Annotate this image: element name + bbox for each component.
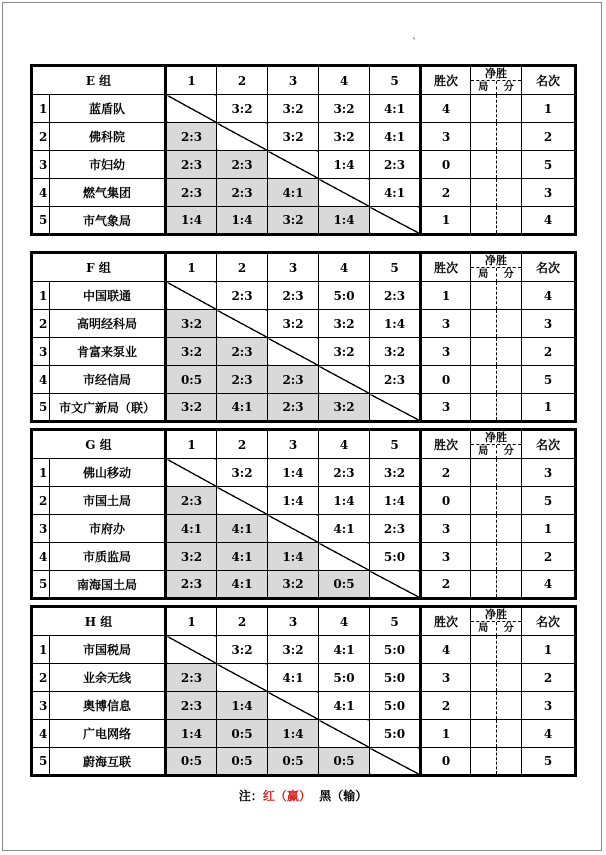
net-games-value: [471, 459, 497, 487]
column-header: 2: [217, 607, 268, 636]
rank-value: 1: [522, 394, 576, 422]
rank-value: 5: [522, 366, 576, 394]
net-games-value: [471, 394, 497, 422]
team-number: 3: [32, 338, 50, 366]
net-games-value: [471, 151, 497, 179]
rank-header: 名次: [522, 66, 576, 95]
score-cell: 2:3: [370, 515, 421, 543]
net-header: [471, 607, 522, 636]
team-number: 2: [32, 487, 50, 515]
wins-value: 3: [421, 310, 471, 338]
group-title: H 组: [32, 607, 166, 636]
table-row: [32, 636, 576, 664]
net-points-value: [497, 692, 522, 720]
wins-value: 3: [421, 394, 471, 422]
rank-value: 4: [522, 282, 576, 310]
team-name: 南海国土局: [50, 571, 166, 599]
table-row: [32, 692, 576, 720]
column-header: 1: [166, 253, 217, 282]
column-header: 1: [166, 66, 217, 95]
column-header: 3: [268, 253, 319, 282]
score-cell: 3:2: [268, 636, 319, 664]
net-points-value: [497, 151, 522, 179]
team-number: 4: [32, 720, 50, 748]
score-cell: 3:2: [217, 459, 268, 487]
table-row: [32, 748, 576, 776]
net-games-value: [471, 366, 497, 394]
net-games-label: 局: [471, 622, 497, 636]
net-games-value: [471, 282, 497, 310]
table-row: [32, 282, 576, 310]
score-cell: 4:1: [217, 543, 268, 571]
table-row: [32, 95, 576, 123]
net-points-value: [497, 515, 522, 543]
net-points-value: [497, 664, 522, 692]
diagonal-cell: [319, 720, 370, 748]
net-label: 净胜: [471, 431, 521, 445]
wins-value: 2: [421, 459, 471, 487]
score-cell: 4:1: [370, 95, 421, 123]
team-number: 3: [32, 515, 50, 543]
score-cell: 2:3: [217, 179, 268, 207]
diagonal-cell: [268, 515, 319, 543]
score-cell: 1:4: [268, 459, 319, 487]
net-games-value: [471, 179, 497, 207]
diagonal-cell: [268, 151, 319, 179]
net-points-label: 分: [503, 82, 514, 93]
diagonal-cell: [268, 692, 319, 720]
net-points-value: [497, 487, 522, 515]
rank-value: 2: [522, 664, 576, 692]
net-points-value: [497, 310, 522, 338]
score-cell: 2:3: [370, 151, 421, 179]
group-table: [30, 428, 577, 600]
score-cell: 2:3: [370, 282, 421, 310]
stray-mark: `: [412, 38, 417, 49]
table-row: [32, 664, 576, 692]
net-games-value: [471, 571, 497, 599]
column-header: 4: [319, 66, 370, 95]
wins-header: 胜次: [421, 66, 471, 95]
diagonal-cell: [166, 95, 217, 123]
score-cell: 3:2: [268, 95, 319, 123]
score-cell: 3:2: [370, 459, 421, 487]
rank-value: 3: [522, 179, 576, 207]
net-games-value: [471, 310, 497, 338]
wins-value: 1: [421, 207, 471, 235]
net-label: 净胜: [471, 67, 521, 81]
team-number: 5: [32, 394, 50, 422]
legend-note: [0, 787, 606, 804]
table-row: [32, 366, 576, 394]
team-number: 5: [32, 748, 50, 776]
score-cell: 1:4: [319, 487, 370, 515]
diagonal-cell: [319, 179, 370, 207]
score-cell: 1:4: [268, 720, 319, 748]
column-header: 3: [268, 66, 319, 95]
score-cell: 4:1: [217, 571, 268, 599]
score-cell: 2:3: [166, 487, 217, 515]
table-row: [32, 515, 576, 543]
score-cell: 3:2: [166, 394, 217, 422]
score-cell: 4:1: [319, 515, 370, 543]
net-label: 净胜: [471, 608, 521, 622]
team-name: 高明经科局: [50, 310, 166, 338]
wins-value: 2: [421, 571, 471, 599]
legend-win: 红（赢）: [262, 789, 311, 803]
diagonal-cell: [370, 207, 421, 235]
net-points-value: [497, 543, 522, 571]
team-number: 4: [32, 543, 50, 571]
score-cell: 2:3: [370, 366, 421, 394]
column-header: 2: [217, 66, 268, 95]
score-cell: 3:2: [268, 207, 319, 235]
rank-value: 4: [522, 571, 576, 599]
team-name: 市国税局: [50, 636, 166, 664]
score-cell: 5:0: [370, 720, 421, 748]
score-cell: 4:1: [268, 179, 319, 207]
team-number: 4: [32, 179, 50, 207]
score-cell: 2:3: [166, 664, 217, 692]
team-name: 奥博信息: [50, 692, 166, 720]
net-points-label: 分: [503, 623, 514, 634]
score-cell: 2:3: [217, 151, 268, 179]
rank-value: 4: [522, 207, 576, 235]
score-cell: 3:2: [268, 310, 319, 338]
net-games-value: [471, 487, 497, 515]
score-cell: 1:4: [217, 692, 268, 720]
net-games-value: [471, 720, 497, 748]
column-header: 3: [268, 607, 319, 636]
table-row: [32, 487, 576, 515]
team-name: 市质监局: [50, 543, 166, 571]
wins-value: 3: [421, 543, 471, 571]
team-name: 市国土局: [50, 487, 166, 515]
column-header: 5: [370, 253, 421, 282]
score-cell: 0:5: [217, 720, 268, 748]
column-header: 2: [217, 430, 268, 459]
rank-value: 1: [522, 95, 576, 123]
net-points-value: [497, 123, 522, 151]
wins-value: 2: [421, 179, 471, 207]
team-name: 佛山移动: [50, 459, 166, 487]
column-header: 4: [319, 430, 370, 459]
wins-header: 胜次: [421, 253, 471, 282]
net-points-value: [497, 636, 522, 664]
team-number: 1: [32, 95, 50, 123]
wins-header: 胜次: [421, 430, 471, 459]
team-name: 业余无线: [50, 664, 166, 692]
wins-value: 4: [421, 636, 471, 664]
table-row: [32, 543, 576, 571]
rank-value: 2: [522, 338, 576, 366]
score-cell: 3:2: [166, 543, 217, 571]
net-points-value: [497, 459, 522, 487]
net-games-value: [471, 748, 497, 776]
net-points-value: [497, 179, 522, 207]
team-number: 3: [32, 151, 50, 179]
score-cell: 2:3: [217, 338, 268, 366]
team-number: 1: [32, 282, 50, 310]
group-table: [30, 251, 577, 423]
net-games-value: [471, 95, 497, 123]
net-points-label: 分: [503, 446, 514, 457]
score-cell: 1:4: [370, 310, 421, 338]
table-row: [32, 151, 576, 179]
team-number: 1: [32, 459, 50, 487]
rank-value: 2: [522, 123, 576, 151]
net-header: [471, 66, 522, 95]
score-cell: 4:1: [319, 636, 370, 664]
diagonal-cell: [370, 571, 421, 599]
score-cell: 2:3: [268, 394, 319, 422]
wins-value: 3: [421, 123, 471, 151]
score-cell: 3:2: [319, 123, 370, 151]
rank-value: 5: [522, 151, 576, 179]
team-name: 佛科院: [50, 123, 166, 151]
net-games-value: [471, 207, 497, 235]
score-cell: 3:2: [166, 338, 217, 366]
score-cell: 0:5: [217, 748, 268, 776]
rank-header: 名次: [522, 430, 576, 459]
net-points-label: 分: [503, 269, 514, 280]
team-name: 中国联通: [50, 282, 166, 310]
wins-value: 1: [421, 720, 471, 748]
group-title: G 组: [32, 430, 166, 459]
score-cell: 1:4: [217, 207, 268, 235]
score-cell: 2:3: [268, 282, 319, 310]
rank-value: 5: [522, 748, 576, 776]
team-name: 蓝盾队: [50, 95, 166, 123]
column-header: 5: [370, 430, 421, 459]
diagonal-cell: [217, 664, 268, 692]
score-cell: 1:4: [166, 720, 217, 748]
team-number: 4: [32, 366, 50, 394]
team-number: 5: [32, 207, 50, 235]
net-games-value: [471, 338, 497, 366]
rank-value: 5: [522, 487, 576, 515]
wins-value: 2: [421, 692, 471, 720]
score-cell: 0:5: [319, 571, 370, 599]
net-games-value: [471, 636, 497, 664]
score-cell: 3:2: [217, 95, 268, 123]
net-points-value: [497, 282, 522, 310]
rank-value: 3: [522, 459, 576, 487]
team-name: 燃气集团: [50, 179, 166, 207]
net-games-value: [471, 515, 497, 543]
wins-value: 3: [421, 515, 471, 543]
score-cell: 3:2: [319, 338, 370, 366]
score-cell: 5:0: [319, 664, 370, 692]
team-name: 肯富来泵业: [50, 338, 166, 366]
wins-value: 0: [421, 151, 471, 179]
rank-header: 名次: [522, 607, 576, 636]
score-cell: 0:5: [166, 366, 217, 394]
team-number: 2: [32, 123, 50, 151]
rank-value: 1: [522, 636, 576, 664]
group-title: E 组: [32, 66, 166, 95]
net-games-label: 局: [471, 445, 497, 459]
rank-value: 2: [522, 543, 576, 571]
team-number: 2: [32, 664, 50, 692]
net-header: [471, 430, 522, 459]
rank-value: 3: [522, 692, 576, 720]
wins-value: 3: [421, 664, 471, 692]
net-header: [471, 253, 522, 282]
team-name: 蔚海互联: [50, 748, 166, 776]
net-points-value: [497, 748, 522, 776]
team-number: 3: [32, 692, 50, 720]
team-name: 市文广新局（联）: [50, 394, 166, 422]
net-points-value: [497, 95, 522, 123]
net-games-value: [471, 123, 497, 151]
net-points-value: [497, 720, 522, 748]
wins-value: 4: [421, 95, 471, 123]
column-header: 3: [268, 430, 319, 459]
column-header: 5: [370, 66, 421, 95]
table-row: [32, 459, 576, 487]
team-number: 2: [32, 310, 50, 338]
score-cell: 1:4: [268, 543, 319, 571]
score-cell: 3:2: [268, 123, 319, 151]
diagonal-cell: [166, 282, 217, 310]
net-points-value: [497, 338, 522, 366]
score-cell: 2:3: [166, 692, 217, 720]
column-header: 5: [370, 607, 421, 636]
rank-value: 3: [522, 310, 576, 338]
column-header: 4: [319, 253, 370, 282]
team-number: 5: [32, 571, 50, 599]
column-header: 1: [166, 430, 217, 459]
net-points-value: [497, 394, 522, 422]
diagonal-cell: [217, 310, 268, 338]
net-games-label: 局: [471, 81, 497, 95]
wins-value: 1: [421, 282, 471, 310]
score-cell: 1:4: [319, 151, 370, 179]
score-cell: 2:3: [166, 179, 217, 207]
team-name: 广电网络: [50, 720, 166, 748]
table-row: [32, 571, 576, 599]
table-row: [32, 123, 576, 151]
group-table: [30, 605, 577, 777]
team-name: 市府办: [50, 515, 166, 543]
column-header: 4: [319, 607, 370, 636]
score-cell: 3:2: [319, 95, 370, 123]
diagonal-cell: [166, 459, 217, 487]
score-cell: 0:5: [268, 748, 319, 776]
diagonal-cell: [370, 748, 421, 776]
score-cell: 0:5: [319, 748, 370, 776]
score-cell: 1:4: [370, 487, 421, 515]
column-header: 2: [217, 253, 268, 282]
column-header: 1: [166, 607, 217, 636]
net-points-value: [497, 366, 522, 394]
score-cell: 3:2: [319, 310, 370, 338]
score-cell: 4:1: [217, 394, 268, 422]
score-cell: 5:0: [370, 543, 421, 571]
group-table: [30, 64, 577, 236]
score-cell: 3:2: [319, 394, 370, 422]
score-cell: 2:3: [319, 459, 370, 487]
score-cell: 4:1: [319, 692, 370, 720]
legend-lose: 黑（输）: [319, 789, 368, 803]
score-cell: 3:2: [370, 338, 421, 366]
diagonal-cell: [319, 366, 370, 394]
score-cell: 0:5: [166, 748, 217, 776]
score-cell: 2:3: [217, 366, 268, 394]
score-cell: 4:1: [217, 515, 268, 543]
diagonal-cell: [217, 123, 268, 151]
table-row: [32, 207, 576, 235]
score-cell: 2:3: [166, 123, 217, 151]
table-row: [32, 310, 576, 338]
team-name: 市妇幼: [50, 151, 166, 179]
group-title: F 组: [32, 253, 166, 282]
rank-value: 1: [522, 515, 576, 543]
score-cell: 2:3: [217, 282, 268, 310]
table-row: [32, 338, 576, 366]
net-games-value: [471, 692, 497, 720]
diagonal-cell: [217, 487, 268, 515]
score-cell: 5:0: [370, 664, 421, 692]
score-cell: 2:3: [166, 151, 217, 179]
net-label: 净胜: [471, 254, 521, 268]
net-points-value: [497, 207, 522, 235]
score-cell: 3:2: [166, 310, 217, 338]
wins-value: 0: [421, 748, 471, 776]
wins-value: 0: [421, 366, 471, 394]
table-row: [32, 394, 576, 422]
table-row: [32, 179, 576, 207]
score-cell: 2:3: [166, 571, 217, 599]
rank-value: 4: [522, 720, 576, 748]
table-row: [32, 720, 576, 748]
net-games-label: 局: [471, 268, 497, 282]
diagonal-cell: [268, 338, 319, 366]
wins-value: 3: [421, 338, 471, 366]
score-cell: 4:1: [268, 664, 319, 692]
score-cell: 5:0: [370, 636, 421, 664]
score-cell: 4:1: [370, 123, 421, 151]
score-cell: 3:2: [217, 636, 268, 664]
score-cell: 1:4: [319, 207, 370, 235]
legend-prefix: 注：: [238, 789, 263, 803]
team-name: 市气象局: [50, 207, 166, 235]
team-name: 市经信局: [50, 366, 166, 394]
net-games-value: [471, 543, 497, 571]
team-number: 1: [32, 636, 50, 664]
diagonal-cell: [370, 394, 421, 422]
score-cell: 1:4: [166, 207, 217, 235]
diagonal-cell: [319, 543, 370, 571]
score-cell: 3:2: [268, 571, 319, 599]
score-cell: 2:3: [268, 366, 319, 394]
net-points-value: [497, 571, 522, 599]
wins-header: 胜次: [421, 607, 471, 636]
score-cell: 5:0: [319, 282, 370, 310]
score-cell: 1:4: [268, 487, 319, 515]
net-games-value: [471, 664, 497, 692]
wins-value: 0: [421, 487, 471, 515]
diagonal-cell: [166, 636, 217, 664]
score-cell: 4:1: [370, 179, 421, 207]
score-cell: 5:0: [370, 692, 421, 720]
rank-header: 名次: [522, 253, 576, 282]
score-cell: 4:1: [166, 515, 217, 543]
